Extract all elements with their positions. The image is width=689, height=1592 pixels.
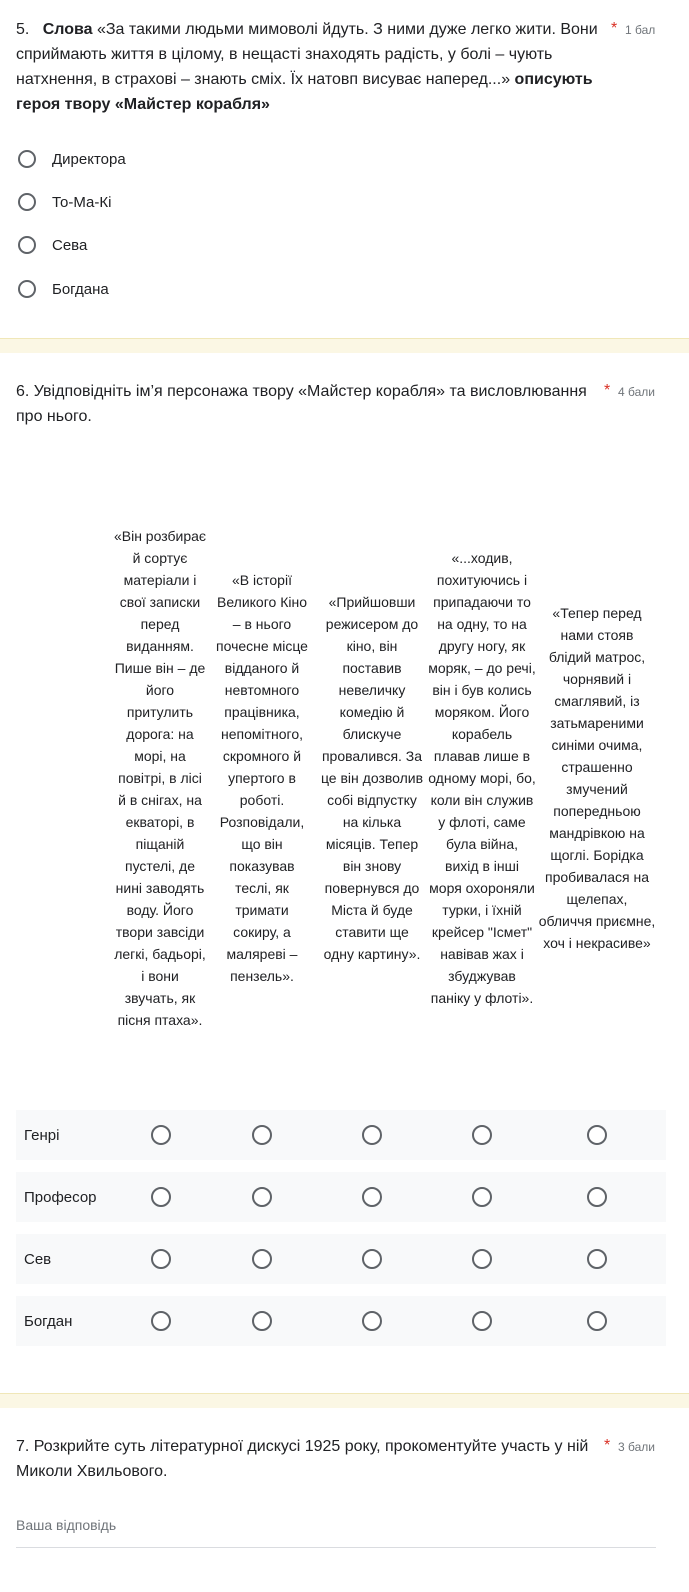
- question-5-number: 5.: [16, 21, 30, 38]
- option-label: Богдана: [52, 280, 109, 298]
- radio-button-icon[interactable]: [151, 1187, 171, 1207]
- question-points: 4 бали: [618, 385, 655, 399]
- radio-button-icon[interactable]: [252, 1311, 272, 1331]
- radio-button-icon[interactable]: [587, 1187, 607, 1207]
- option-label: Директора: [52, 150, 126, 168]
- question-7-text: 7. Розкрийте суть літературної дискусі 1925 року, прокоментуйте участь у ній Миколи Хвильового.: [16, 1438, 589, 1480]
- option-label: То-Ма-Кі: [52, 193, 112, 211]
- radio-button-icon[interactable]: [587, 1311, 607, 1331]
- option-seva[interactable]: [18, 233, 87, 257]
- radio-button-icon[interactable]: [362, 1187, 382, 1207]
- radio-button-icon[interactable]: [472, 1187, 492, 1207]
- radio-button-icon[interactable]: [362, 1311, 382, 1331]
- option-label: Сева: [52, 236, 88, 254]
- column-header-3: «Прийшовши режисером до кіно, він поставив невеличку комедію й блискуче провалився. За це він дозволив собі відпустку на кілька місяців. Тепер він знову повернувся до Міста й буде ставити ще одну картину».: [320, 594, 424, 962]
- radio-button-icon[interactable]: [18, 193, 36, 211]
- answer-input[interactable]: Ваша відповідь: [16, 1517, 117, 1533]
- radio-button-icon[interactable]: [18, 150, 36, 168]
- radio-button-icon[interactable]: [362, 1249, 382, 1269]
- row-label: Богдан: [24, 1312, 73, 1330]
- grid-row-profesor: [16, 1172, 666, 1222]
- grid-row-bohdan: [16, 1296, 666, 1346]
- required-asterisk: *: [604, 382, 611, 399]
- grid-row-sev: [16, 1234, 666, 1284]
- radio-button-icon[interactable]: [151, 1125, 171, 1145]
- required-asterisk: *: [604, 1437, 611, 1454]
- column-header-5: «Тепер перед нами стояв блідий матрос, чорнявий і смаглявий, із затьмареними синіми очима, страшенно змучений попередньою мандрівкою на щоглі. Борідка пробивалася на щелепах, обличчя приємне, хоч і некрасиве»: [538, 605, 656, 951]
- radio-button-icon[interactable]: [472, 1249, 492, 1269]
- row-label: Генрі: [24, 1126, 60, 1144]
- radio-button-icon[interactable]: [252, 1187, 272, 1207]
- question-5-bold-tail: описують героя твору «Майстер корабля»: [16, 71, 593, 113]
- question-5-text: [16, 17, 606, 117]
- option-bohdana[interactable]: [18, 277, 109, 301]
- radio-button-icon[interactable]: [472, 1311, 492, 1331]
- section-separator: [0, 338, 689, 354]
- radio-button-icon[interactable]: [18, 280, 36, 298]
- radio-button-icon[interactable]: [587, 1249, 607, 1269]
- question-points: 3 бали: [618, 1440, 655, 1454]
- radio-button-icon[interactable]: [151, 1249, 171, 1269]
- row-label: Сев: [24, 1250, 52, 1268]
- section-separator: [0, 1393, 689, 1409]
- question-5-bold-lead: Слова: [42, 21, 93, 38]
- option-to-ma-ki[interactable]: [18, 190, 111, 214]
- radio-button-icon[interactable]: [587, 1125, 607, 1145]
- column-header-1: «Він розбирає й сортує матеріали і свої записки перед виданням. Пише він – де його притулить дорога: на морі, на повітрі, в лісі й в снігах, на екваторі, в піщаній пустелі, де нині заводять воду. Його твори завсіди легкі, бадьорі, і вони звучать, як пісня птаха».: [113, 528, 207, 1028]
- column-header-2: «В історії Великого Кіно – в нього почесне місце відданого й невтомного працівника, непомітного, скромного й упертого в роботі. Розповідали, що він показував теслі, як тримати сокиру, а малярeві – пензель».: [216, 572, 308, 984]
- option-direktora[interactable]: [18, 147, 126, 171]
- radio-button-icon[interactable]: [472, 1125, 492, 1145]
- question-points: 1 бал: [625, 23, 656, 37]
- radio-button-icon[interactable]: [18, 236, 36, 254]
- question-6-text: 6. Увідповідніть ім’я персонажа твору «Майстер корабля» та висловлювання про нього.: [16, 383, 587, 425]
- required-asterisk: *: [611, 20, 618, 37]
- grid-row-henri: [16, 1110, 666, 1160]
- question-5-quote: «За такими людьми мимоволі йдуть. З ними дуже легко жити. Вони сприймають життя в цілому, в нещасті знаходять радість, у болі – чують натхнення, в страхові – знають сміх. Їх натовп висуває наперед...»: [16, 21, 598, 88]
- row-label: Професор: [24, 1188, 97, 1206]
- radio-button-icon[interactable]: [252, 1249, 272, 1269]
- column-header-4: «...ходив, похитуючись і припадаючи то на одну, то на другу ногу, як моряк, – до речі, він і був колись моряком. Його корабель плавав лише в одному морі, бо, коли він служив у флоті, саме була війна, вихід в інші моря охороняли турки, і їхній крейсер "Ісмет" навівав жах і збуджував паніку у флоті».: [428, 550, 536, 1006]
- question-5-card: [0, 0, 689, 338]
- radio-button-icon[interactable]: [362, 1125, 382, 1145]
- radio-button-icon[interactable]: [151, 1311, 171, 1331]
- answer-underline: [16, 1547, 656, 1548]
- radio-button-icon[interactable]: [252, 1125, 272, 1145]
